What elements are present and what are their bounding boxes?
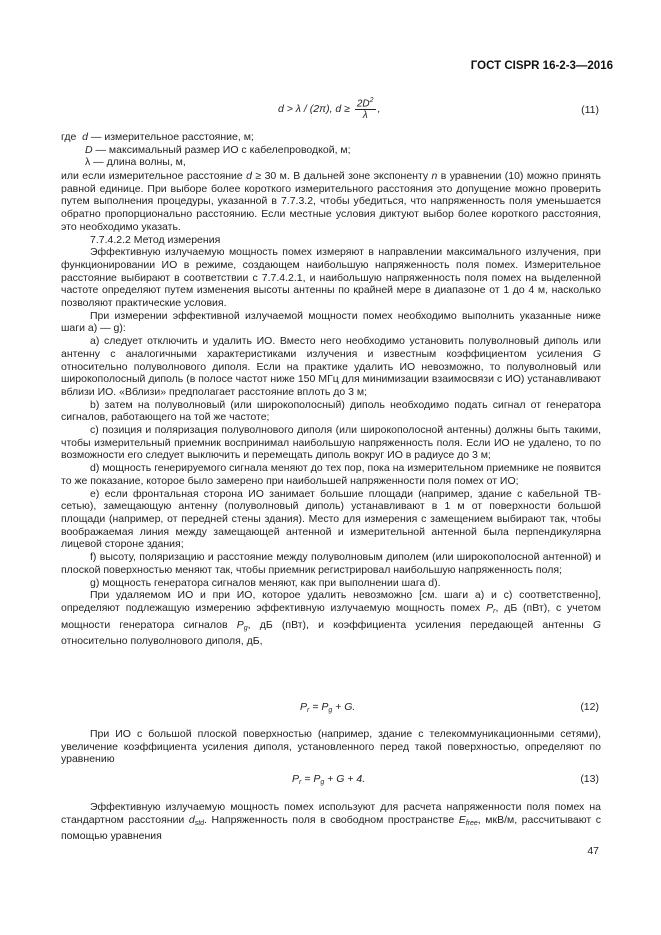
- standard-header: ГОСТ CISPR 16-2-3—2016: [470, 60, 613, 72]
- eq13-mid-sub: g: [320, 779, 325, 786]
- eq12-mid-sub: g: [328, 707, 333, 714]
- body-text: [61, 170, 601, 648]
- para4-Pg: P: [236, 618, 244, 631]
- step-a-text-2: относительно полуволнового диполя. Если на практике удалить ИО невозможно, то полуволновый или широкополосный диполь (в полосе частот ниже 150 МГц для минимизации взаимосвязи с ИО) устанавливают вблизи ИО. «Вблизи» предполагает расстояние вплоть до 3 м;: [61, 360, 601, 398]
- step-a-G: G: [592, 347, 601, 360]
- equation-11-fraction: [355, 97, 376, 121]
- equation-11-numerator-sup: 2: [369, 97, 374, 104]
- eq12-mid: = P: [309, 701, 329, 713]
- equation-12-body: [300, 701, 355, 714]
- equation-13-number: (13): [580, 773, 599, 785]
- para1-d: d: [246, 170, 253, 182]
- step-b: b) затем на полуволновый (или широкополосный) диполь необходимо подать сигнал от генератора сигналов, работающего на той же частоте;: [61, 398, 601, 424]
- equation-11-body: [278, 97, 381, 121]
- paragraph-field-strength-block: [61, 801, 601, 843]
- para4-Pg-sub: g: [243, 624, 248, 632]
- step-g: g) мощность генератора сигналов меняют, как при выполнении шага d).: [90, 576, 441, 589]
- para1-n: n: [431, 170, 438, 182]
- para6-E: E: [458, 813, 466, 826]
- equation-11-denominator: λ: [362, 110, 368, 122]
- para4-c: , дБ (пВт), и коэффициента усиления передающей антенны: [247, 618, 593, 631]
- step-e: e) если фронтальная сторона ИО занимает большие площади (например, здание с кабельной ТВ-сетью), замещающую антенну (полуволновый диполь) устанавливают в 1 м от поверхности большой площади (например, от передней стены здания). Место для измерения с замещением выбирают так, чтобы воображаемая линия между замещающей антенной и измерительной антенной была перпендикулярна лицевой стороне здания;: [61, 487, 601, 551]
- equation-11-numerator-base: 2D: [356, 98, 370, 110]
- paragraph-power: [61, 589, 601, 648]
- step-a-text-1: a) следует отключить и удалить ИО. Вместо него необходимо установить полуволновый диполь или антенну с аналогичными характеристиками излучения и известным коэффициентом усиления: [61, 335, 601, 360]
- definition-d-text: — измерительное расстояние, м;: [90, 131, 254, 143]
- equation-12-number: (12): [580, 701, 599, 713]
- para1-c: в уравнении (10) можно принять равной единице. При выборе более короткого измерительного расстояния это допущение можно проверить путем выполнения процедуры, указанной в 7.7.3.2, чтобы убедиться, что напряженность поля уменьшается обратно пропорционально расстоянию. Если местные условия диктуют выбор более короткого расстояния, это необходимо указать.: [61, 170, 601, 233]
- paragraph-method: Эффективную излучаемую мощность помех измеряют в направлении максимального излучения, при функционировании ИО в режиме, создающем наибольшую напряженность поля помех. Измерительное расстояние выбирают в соответствии с 7.7.4.2.1, и наибольшую напряженность поля помех на выделенной частоте определяют путем изменения высоты антенны по крайней мере в диапазоне от 1 до 4 м, насколько позволяют практические условия.: [61, 246, 601, 310]
- para6-a: Эффективную излучаемую мощность помех используют для расчета напряженности поля помех на стандартном расстоянии: [61, 801, 601, 826]
- definition-d: [61, 131, 601, 144]
- paragraph-flat-surface-block: [61, 728, 601, 766]
- para4-b: , дБ (пВт), с учетом мощности генератора сигналов: [61, 601, 601, 631]
- page-number: 47: [587, 845, 599, 857]
- step-c: c) позиция и поляризация полуволнового диполя (или широкополосной антенны) должны быть такими, чтобы измерительный приемник воспринимал наибольшую напряженность поля. Если ИО не удалено, то по возможности его следует выключить и перемещать диполь вокруг ИО в радиусе до 3 м;: [61, 424, 601, 462]
- para6-b: . Напряженность поля в свободном пространстве: [204, 813, 459, 826]
- definition-lambda-text: — длина волны, м,: [93, 156, 186, 169]
- equation-11: [0, 97, 661, 133]
- paragraph-field-strength: [61, 801, 601, 843]
- equation-11-tail: ,: [377, 102, 381, 115]
- eq12-lhs: P: [300, 701, 308, 713]
- para6-d-sub: std: [194, 819, 205, 827]
- para6-d: d: [188, 813, 195, 826]
- eq12-lhs-sub: r: [307, 707, 310, 714]
- eq13-rhs: + G + 4.: [324, 773, 366, 785]
- eq13-lhs: P: [292, 773, 300, 785]
- paragraph-flat-surface: При ИО с большой плоской поверхностью (например, здание с телекоммуникационными сетями), увеличение коэффициента усиления диполя, установленного перед такой поверхностью, определяют по уравнению: [61, 728, 601, 766]
- symbol-lambda: λ: [85, 156, 91, 169]
- para4-Pr-sub: r: [493, 607, 496, 615]
- equation-13-body: [292, 773, 365, 786]
- equation-11-number: (11): [581, 104, 599, 116]
- paragraph-far-zone: [61, 170, 601, 234]
- definition-D-text: — максимальный размер ИО с кабелепроводкой, м;: [95, 143, 351, 156]
- step-f: f) высоту, поляризацию и расстояние между полуволновым диполем (или широкополосной антенной) и плоской поверхностью меняют так, чтобы приемник регистрировал наибольшую напряженность поля;: [61, 551, 601, 576]
- paragraph-steps-intro: При измерении эффективной излучаемой мощности помех необходимо выполнить указанные ниже шаги a) — g):: [61, 309, 601, 335]
- para4-a: При удаляемом ИО и при ИО, которое удалить невозможно [см. шаги a) и c) соответственно], определяют подлежащую измерению эффективную излучаемую мощность помех: [61, 589, 601, 614]
- para6-c: , мкВ/м, рассчитывают с помощью уравнения: [61, 813, 601, 843]
- where-word: где: [61, 131, 77, 143]
- step-d: d) мощность генерируемого сигнала меняют до тех пор, пока на измерительном приемнике не появится то же показание, которое было замерено при наибольшей напряженности поля помех от ИО;: [61, 462, 601, 487]
- definition-D: [61, 144, 601, 157]
- para1-a: или если измерительное расстояние: [61, 170, 247, 182]
- para4-G: G: [592, 618, 601, 631]
- equation-11-numerator: [355, 97, 376, 110]
- definitions-block: [61, 131, 601, 169]
- para6-E-sub: free: [465, 819, 478, 827]
- eq13-mid: = P: [301, 773, 321, 785]
- eq12-rhs: + G.: [332, 701, 356, 713]
- symbol-D: D: [85, 143, 93, 156]
- symbol-d: d: [82, 131, 89, 143]
- equation-11-part1: d > λ / (2π), d ≥: [278, 102, 350, 115]
- section-title: 7.7.4.2.2 Метод измерения: [90, 233, 221, 246]
- para4-Pr: P: [486, 601, 494, 614]
- para4-d: относительно полуволнового диполя, дБ,: [61, 635, 263, 648]
- step-a: [61, 335, 601, 399]
- eq13-lhs-sub: r: [299, 779, 302, 786]
- para1-b: ≥ 30 м. В дальней зоне экспоненту: [252, 170, 432, 182]
- definition-lambda: [61, 156, 601, 169]
